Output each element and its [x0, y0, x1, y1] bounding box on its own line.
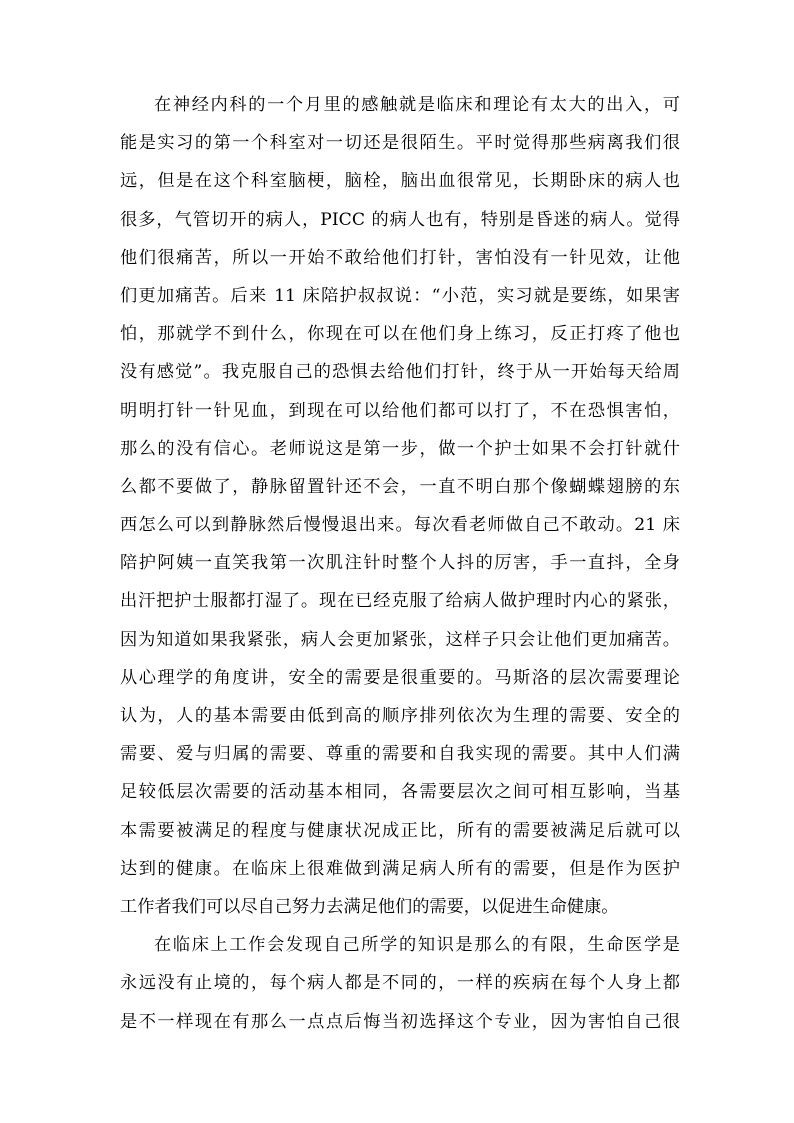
text-line: 没有感觉”。我克服自己的恐惧去给他们打针，终于从一开始每天给周 [120, 362, 680, 383]
text-line: 是不一样现在有那么一点点后悔当初选择这个专业，因为害怕自己很 [120, 1011, 680, 1032]
text-line: 西怎么可以到静脉然后慢慢退出来。每次看老师做自己不敢动。21 床 [120, 515, 680, 536]
text-line: 需要、爱与归属的需要、尊重的需要和自我实现的需要。其中人们满 [120, 744, 680, 765]
text-line: 陪护阿姨一直笑我第一次肌注针时整个人抖的厉害，手一直抖，全身 [120, 553, 680, 574]
text-line: 永远没有止境的，每个病人都是不同的，一样的疾病在每个人身上都 [120, 973, 680, 994]
text-line: 工作者我们可以尽自己努力去满足他们的需要，以促进生命健康。 [120, 896, 619, 917]
text-line: 他们很痛苦，所以一开始不敢给他们打针，害怕没有一针见效，让他 [120, 247, 680, 268]
text-line: 出汗把护士服都打湿了。现在已经克服了给病人做护理时内心的紧张， [120, 591, 680, 612]
text-line: 很多，气管切开的病人，PICC 的病人也有，特别是昏迷的病人。觉得 [120, 209, 680, 230]
text-line: 那么的没有信心。老师说这是第一步，做一个护士如果不会打针就什 [120, 438, 680, 459]
text-line: 本需要被满足的程度与健康状况成正比，所有的需要被满足后就可以 [120, 820, 680, 841]
text-line: 能是实习的第一个科室对一切还是很陌生。平时觉得那些病离我们很 [120, 133, 680, 154]
text-line: 在神经内科的一个月里的感触就是临床和理论有太大的出入，可 [154, 95, 680, 115]
text-line: 在临床上工作会发现自己所学的知识是那么的有限，生命医学是 [154, 935, 680, 956]
text-line: 达到的健康。在临床上很难做到满足病人所有的需要，但是作为医护 [120, 858, 680, 879]
text-line: 足较低层次需要的活动基本相同，各需要层次之间可相互影响，当基 [120, 782, 680, 803]
text-line: 么都不要做了，静脉留置针还不会，一直不明白那个像蝴蝶翅膀的东 [120, 476, 680, 497]
text-line: 们更加痛苦。后来 11 床陪护叔叔说：“小范，实习就是要练，如果害 [120, 285, 680, 306]
body-text [120, 86, 680, 1041]
text-line: 因为知道如果我紧张，病人会更加紧张，这样子只会让他们更加痛苦。 [120, 629, 680, 650]
text-line: 怕，那就学不到什么，你现在可以在他们身上练习，反正打疼了他也 [120, 324, 680, 345]
text-line: 认为，人的基本需要由低到高的顺序排列依次为生理的需要、安全的 [120, 706, 680, 726]
text-line: 从心理学的角度讲，安全的需要是很重要的。马斯洛的层次需要理论 [120, 667, 680, 688]
text-line: 明明打针一针见血，到现在可以给他们都可以打了，不在恐惧害怕， [120, 400, 680, 421]
text-line: 远，但是在这个科室脑梗，脑栓，脑出血很常见，长期卧床的病人也 [120, 171, 680, 192]
